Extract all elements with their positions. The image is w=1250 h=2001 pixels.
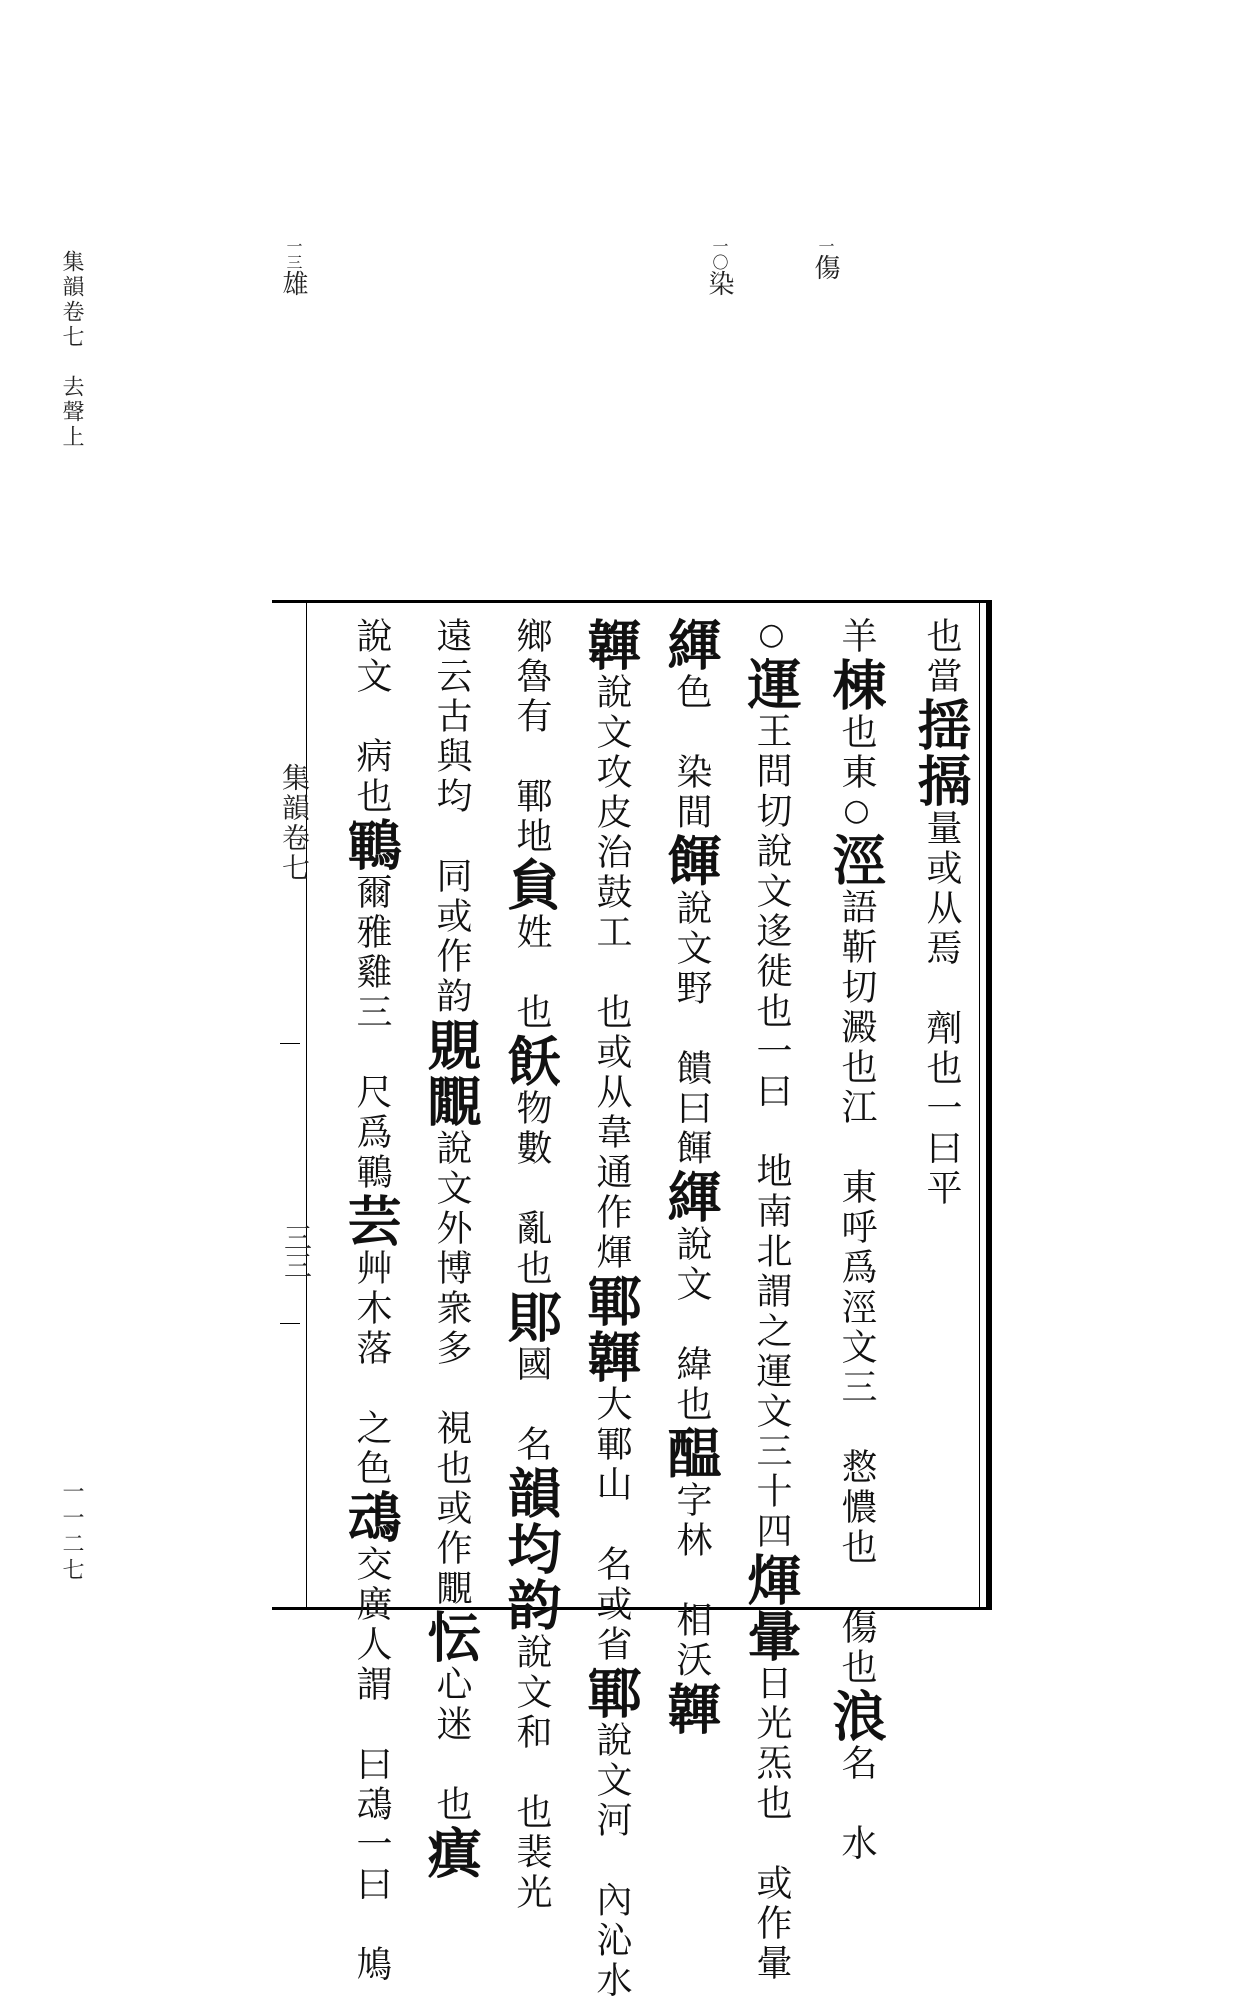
text-column-7 — [419, 617, 483, 1881]
gloss-text: 也東 — [836, 713, 877, 793]
headword: 鄆 — [579, 1665, 643, 1721]
gloss-text: 量或从焉 劑也一曰平 — [921, 809, 962, 1209]
gutter-rule — [280, 1043, 300, 1044]
gloss-text: 說文 緯也 — [671, 1225, 712, 1425]
headword: 韗 — [659, 1681, 723, 1737]
gloss-text: 也 — [921, 617, 962, 657]
gutter-title: 集韻卷七 — [278, 763, 311, 883]
note-number: 一三 — [284, 238, 303, 270]
gloss-text: 當 — [921, 657, 962, 697]
headword: 揺搹 — [909, 697, 973, 809]
headword: 貟 — [499, 857, 563, 913]
text-column-5 — [579, 617, 643, 2001]
headword: 韻均韵 — [499, 1465, 563, 1633]
headword: 郥 — [499, 1289, 563, 1345]
text-block-frame — [272, 600, 992, 2001]
headword: 餫 — [659, 833, 723, 889]
section-circle: ○ — [754, 617, 789, 656]
text-column-6 — [499, 617, 563, 1913]
gloss-text: 名 水 — [836, 1744, 877, 1864]
gutter-folio: 三三 — [280, 1223, 313, 1279]
text-column-3 — [739, 617, 803, 1984]
headword: 韗 — [579, 617, 643, 673]
gloss-text: 爾雅雞三 尺爲鶤 — [351, 873, 392, 1193]
gloss-text: 說文野 饋曰餫 — [671, 889, 712, 1169]
gloss-text: 遠云古與均 同或作韵 — [431, 617, 472, 1017]
gloss-text: 物數 亂也 — [511, 1089, 552, 1289]
note-char: 雄 — [278, 270, 308, 296]
headword: 䲰 — [339, 1489, 403, 1545]
note-1 — [812, 238, 838, 280]
gloss-text: 說文外博衆多 視也或作覵 — [431, 1129, 472, 1609]
headword: 飫 — [499, 1033, 563, 1089]
headword: 瘨 — [419, 1825, 483, 1881]
gloss-text: 色 染間 — [671, 673, 712, 833]
gloss-text: 憹也 傷也 — [836, 1488, 877, 1688]
gloss-text: 語靳切澱也江 東呼爲涇文三 慦 — [836, 888, 877, 1488]
headword: 浪 — [824, 1688, 888, 1744]
headword: 運 — [739, 656, 803, 712]
headword: 忶 — [419, 1609, 483, 1665]
gloss-text: 大鄆山 名或省 — [591, 1385, 632, 1665]
text-column-1 — [909, 617, 973, 1597]
gloss-text: 說文 病也 — [351, 617, 392, 817]
note-char: 傷 — [810, 254, 840, 280]
headword: 煇暈 — [739, 1552, 803, 1664]
section-circle: ○ — [839, 793, 874, 832]
note-number: 一 — [816, 238, 835, 254]
book-title: 集韻卷七 去聲上 — [59, 250, 84, 450]
note-number: 一〇 — [710, 238, 729, 270]
gloss-text: 日光炁也 或作暈 — [751, 1664, 792, 1984]
gloss-text: 羊 — [836, 617, 877, 657]
gloss-text: 王問切說文迻徙也一曰 地南北謂之運文三十四 — [751, 712, 792, 1552]
gloss-text: 說文河 內沁水 — [591, 1721, 632, 2001]
headword: 鄆韗 — [579, 1273, 643, 1385]
fold-gutter — [272, 603, 313, 1607]
gloss-text: 鄉魯有 鄆地 — [511, 617, 552, 857]
note-char: 染 — [704, 270, 734, 296]
gloss-text: 交廣人謂 曰䲰一曰 鳩 — [351, 1545, 392, 1985]
headword: 鶤 — [339, 817, 403, 873]
gloss-text: 說文和 也裴光 — [511, 1633, 552, 1913]
gutter-rule — [280, 1323, 300, 1324]
headword: 覞覵 — [419, 1017, 483, 1129]
gloss-text: 國 名 — [511, 1345, 552, 1465]
text-column-2 — [824, 617, 888, 1864]
gloss-text: 字林 相沃 — [671, 1481, 712, 1681]
headword: 棟 — [824, 657, 888, 713]
gloss-text: 說文攻皮治鼓工 也或从韋通作煇 — [591, 673, 632, 1273]
headword: 涇 — [824, 832, 888, 888]
page-number: 一一二七 — [59, 1480, 84, 1584]
gloss-text: 艸木落 之色 — [351, 1249, 392, 1489]
gloss-text: 心迷 也 — [431, 1665, 472, 1825]
text-column-4 — [659, 617, 723, 1737]
note-2 — [706, 238, 732, 296]
headword: 緷 — [659, 617, 723, 673]
headword: 醖 — [659, 1425, 723, 1481]
text-column-8 — [339, 617, 403, 1985]
note-3 — [280, 238, 306, 296]
headword: 緷 — [659, 1169, 723, 1225]
headword: 芸 — [339, 1193, 403, 1249]
gloss-text: 姓 也 — [511, 913, 552, 1033]
